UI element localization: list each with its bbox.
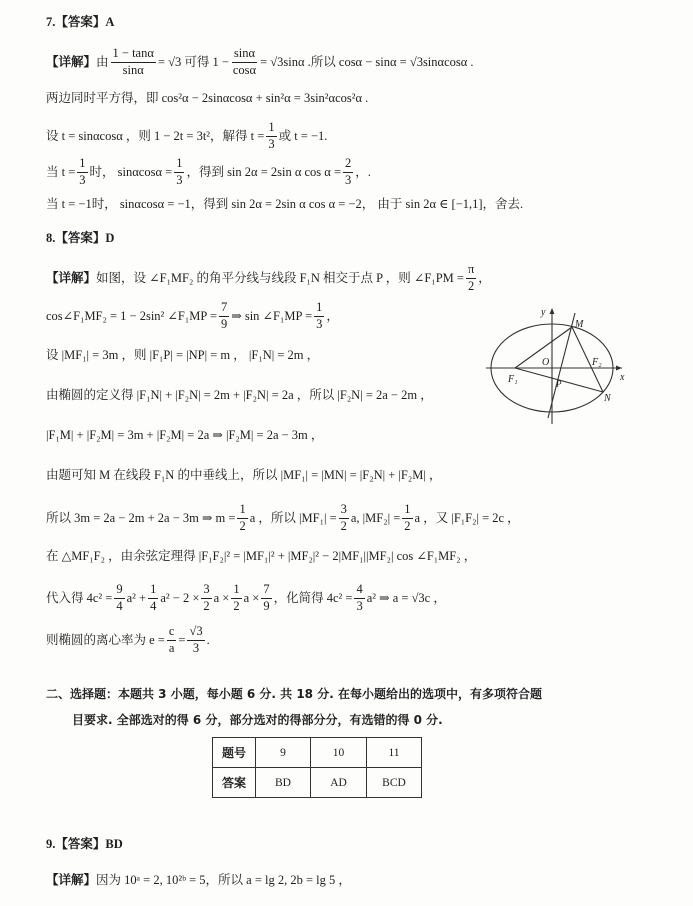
- numerator: 1: [148, 583, 158, 598]
- text: a ，又 |F₁F₂| = 2c ，: [414, 510, 520, 525]
- fraction: [354, 583, 364, 612]
- label-f1: F₁: [508, 374, 518, 385]
- table-row: [213, 738, 422, 768]
- fraction: [237, 503, 247, 532]
- text: ，得到 sin 2α = 2sin α cos α =: [186, 164, 342, 179]
- fraction: [339, 503, 349, 532]
- text: 时， sinαcosα =: [89, 164, 173, 179]
- fraction: [201, 583, 211, 612]
- q8-header-text: 8.【答案】D: [46, 230, 115, 245]
- denominator: 3: [176, 172, 183, 187]
- label-p: P: [556, 379, 562, 389]
- denominator: 9: [263, 598, 270, 613]
- numerator: 3: [201, 583, 211, 598]
- q9-detail-line-1: [46, 870, 351, 890]
- q7-detail-line-1: [46, 45, 474, 79]
- denominator: 4: [150, 598, 157, 613]
- numerator: 9: [114, 583, 124, 598]
- section2-instructions-line-2: [72, 710, 443, 730]
- fraction: [261, 583, 271, 612]
- fraction: [402, 503, 412, 532]
- label-x: x: [620, 372, 625, 383]
- text: a ，所以 |MF₁| =: [249, 510, 337, 525]
- denominator: a: [168, 640, 175, 655]
- text: |F₁M| + |F₂M| = 3m + |F₂M| = 2a ⇒ |F₂M| = 2a − 3m ，: [46, 427, 324, 442]
- fraction: [314, 301, 324, 330]
- cell-question: 11: [367, 738, 422, 768]
- denominator: 2: [404, 518, 411, 533]
- text: 代入得 4c² =: [46, 590, 113, 605]
- text: = √3 可得 1 −: [157, 54, 229, 69]
- fraction: [266, 121, 276, 150]
- q7-detail-line-5: [46, 194, 523, 214]
- text: 所以 3m = 2a − 2m + 2a − 3m ⇒ m =: [46, 510, 236, 525]
- fraction: [231, 47, 258, 76]
- numerator: 1: [174, 157, 184, 172]
- q8-header: [46, 228, 114, 248]
- section2-instructions-line-1: [46, 684, 542, 704]
- denominator: 2: [233, 598, 240, 613]
- text: 当 t =: [46, 164, 76, 179]
- text: ，: [326, 308, 339, 323]
- numerator: 1: [314, 301, 324, 316]
- q8-detail-line-4: [46, 385, 433, 405]
- text: 由椭圆的定义得 |F₁N| + |F₂N| = 2m + |F₂N| = 2a ，所以 |F₂N| = 2a − 2m ，: [46, 387, 433, 402]
- denominator: 9: [221, 316, 228, 331]
- q8-detail-line-10: [46, 625, 210, 655]
- text: = √3sinα .所以 cosα − sinα = √3sinαcosα .: [260, 54, 474, 69]
- fraction: [174, 157, 184, 186]
- text: 当 t = −1时， sinαcosα = −1，得到 sin 2α = 2sin α cos α = −2， 由于 sin 2α ∈ [−1,1]，舍去.: [46, 196, 524, 211]
- detail-label: 【详解】: [46, 270, 97, 285]
- q8-detail-line-2: [46, 301, 339, 331]
- text: 则椭圆的离心率为 e =: [46, 632, 165, 647]
- text: a² − 2 ×: [160, 590, 200, 605]
- denominator: 2: [239, 518, 246, 533]
- denominator: 4: [116, 598, 123, 613]
- numerator: 7: [219, 301, 229, 316]
- text: .: [206, 632, 210, 647]
- detail-label: 【详解】: [46, 872, 97, 887]
- text: 设 t = sinαcosα ，则 1 − 2t = 3t²，解得 t =: [46, 128, 265, 143]
- denominator: cosα: [232, 62, 257, 77]
- text: 目要求. 全部选对的得 6 分，部分选对的得部分分，有选错的得 0 分.: [72, 713, 443, 727]
- text: 设 |MF₁| = 3m ，则 |F₁P| = |NP| = m ， |F₁N| = 2m ，: [46, 347, 320, 362]
- numerator: 1: [402, 503, 412, 518]
- q9-header: [46, 834, 123, 854]
- fraction: [167, 625, 177, 654]
- denominator: 2: [467, 278, 475, 293]
- denominator: 3: [268, 136, 275, 151]
- q8-detail-line-5: [46, 425, 323, 445]
- numerator: c: [167, 625, 177, 640]
- text: a² ⇒ a = √3c ，: [366, 590, 446, 605]
- label-n: N: [604, 393, 611, 404]
- text: ，.: [355, 164, 371, 179]
- label-m: M: [575, 319, 584, 330]
- text: a² +: [126, 590, 147, 605]
- text: 在 △MF₁F₂ ，由余弦定理得 |F₁F₂|² = |MF₁|² + |MF₂|² − 2|MF₁||MF₂| cos ∠F₁MF₂ ，: [46, 548, 477, 563]
- numerator: 4: [354, 583, 364, 598]
- numerator: 1: [231, 583, 241, 598]
- numerator: sinα: [232, 47, 257, 62]
- table-row: [213, 768, 422, 798]
- text: 二、选择题：本题共 3 小题，每小题 6 分. 共 18 分. 在每小题给出的选项中，有多项符合题: [46, 687, 542, 701]
- text: a, |MF₂| =: [350, 510, 401, 525]
- fraction: [231, 583, 241, 612]
- denominator: 2: [340, 518, 347, 533]
- q7-detail-line-4: [46, 157, 371, 187]
- fraction: [111, 47, 156, 76]
- numerator: 2: [343, 157, 353, 172]
- q8-detail-line-3: [46, 345, 319, 365]
- fraction: [219, 301, 229, 330]
- denominator: 3: [192, 640, 200, 655]
- text: 由: [96, 54, 109, 69]
- text: a ×: [213, 590, 230, 605]
- fraction: [148, 583, 158, 612]
- numerator: 7: [261, 583, 271, 598]
- text: 由题可知 M 在线段 F₁N 的中垂线上，所以 |MF₁| = |MN| = |F₂N| + |F₂M| ，: [46, 467, 442, 482]
- row-header-answer: 答案: [213, 768, 256, 798]
- label-y: y: [541, 307, 546, 318]
- q7-header: [46, 12, 114, 32]
- numerator: π: [466, 263, 476, 278]
- q7-detail-line-3: [46, 121, 327, 151]
- cell-question: 9: [256, 738, 311, 768]
- text: 两边同时平方得，即 cos²α − 2sinαcosα + sin²α = 3sin²αcos²α .: [46, 90, 369, 105]
- label-f2: F₂: [592, 357, 602, 368]
- denominator: 3: [356, 598, 363, 613]
- numerator: 1 − tanα: [111, 47, 156, 62]
- q8-detail-line-8: [46, 546, 476, 566]
- text: 如图，设 ∠F₁MF₂ 的角平分线与线段 F₁N 相交于点 P ，则 ∠F₁PM =: [96, 270, 464, 285]
- text: 因为 10ᵃ = 2, 10²ᵇ = 5，所以 a = lg 2, 2b = lg 5 ，: [96, 872, 351, 887]
- cell-question: 10: [311, 738, 367, 768]
- cell-answer: BCD: [367, 768, 422, 798]
- denominator: sinα: [122, 62, 144, 77]
- detail-label: 【详解】: [46, 54, 97, 69]
- fraction: [77, 157, 87, 186]
- denominator: 2: [203, 598, 210, 613]
- fraction: [114, 583, 124, 612]
- text: ，: [478, 270, 491, 285]
- denominator: 3: [79, 172, 86, 187]
- q8-detail-line-7: [46, 503, 520, 533]
- text: a ×: [243, 590, 260, 605]
- numerator: 1: [266, 121, 276, 136]
- fraction: [343, 157, 353, 186]
- text: =: [178, 632, 186, 647]
- numerator: √3: [187, 625, 204, 640]
- numerator: 3: [339, 503, 349, 518]
- q9-header-text: 9.【答案】BD: [46, 836, 123, 851]
- q7-header-text: 7.【答案】A: [46, 14, 115, 29]
- denominator: 3: [316, 316, 323, 331]
- q7-detail-line-2: [46, 88, 368, 108]
- x-axis-arrow-icon: [616, 366, 622, 371]
- text: 或 t = −1.: [278, 128, 328, 143]
- text: ，化简得 4c² =: [273, 590, 353, 605]
- text: cos∠F₁MF₂ = 1 − 2sin² ∠F₁MP =: [46, 308, 217, 323]
- cell-answer: BD: [256, 768, 311, 798]
- label-o: O: [542, 357, 550, 368]
- q8-detail-line-1: [46, 263, 491, 293]
- fraction: [187, 625, 204, 654]
- numerator: 1: [237, 503, 247, 518]
- numerator: 1: [77, 157, 87, 172]
- row-header-question-number: 题号: [213, 738, 256, 768]
- q8-detail-line-6: [46, 465, 441, 485]
- cell-answer: AD: [311, 768, 367, 798]
- denominator: 3: [345, 172, 352, 187]
- y-axis-arrow-icon: [550, 308, 555, 314]
- text: ⇒ sin ∠F₁MP =: [231, 308, 313, 323]
- fraction: [466, 263, 476, 292]
- answer-table: [212, 737, 422, 798]
- q8-detail-line-9: [46, 583, 446, 613]
- ellipse-diagram: [480, 300, 630, 430]
